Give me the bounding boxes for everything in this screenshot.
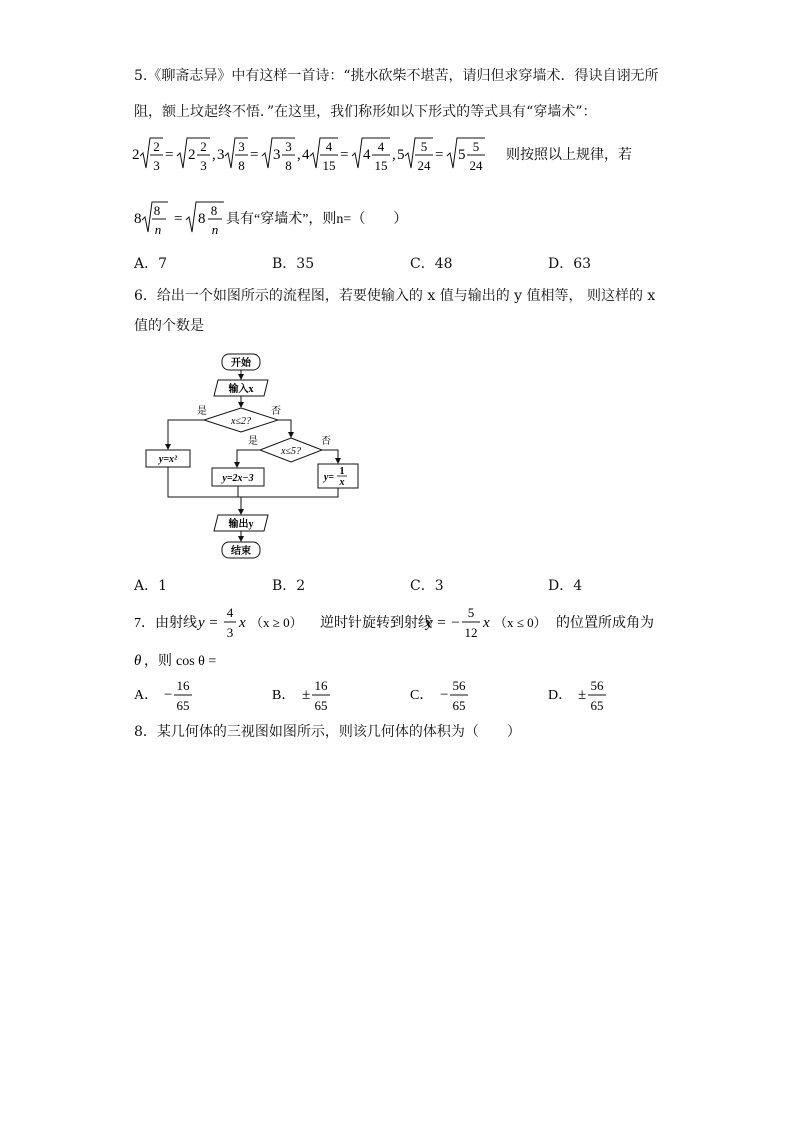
- formula-coef-inner: 2: [188, 147, 196, 163]
- q7-option-den: 65: [452, 698, 466, 713]
- q5-last-coef-2: 8: [198, 211, 206, 227]
- formula-num: 4: [325, 139, 333, 154]
- q5-last-num-1: 8: [153, 203, 161, 218]
- q7-mid: 逆时针旋转到射线: [320, 616, 432, 631]
- q7-ray2-x: x: [483, 615, 490, 631]
- formula-equals: =: [340, 147, 349, 163]
- q6-option-b: B．2: [272, 578, 306, 594]
- formula-num: 3: [238, 139, 245, 154]
- formula-num-inner: 5: [472, 139, 480, 154]
- q6-line2: 值的个数是: [134, 318, 204, 334]
- q6-option-a: A．1: [134, 578, 168, 594]
- q5-line1: 5.《聊斋志异》中有这样一首诗：“挑水砍柴不堪苦，请归但求穿墙术．得诀自诩无所: [134, 68, 659, 84]
- q5-formula: [128, 130, 638, 178]
- q7-option-label: B．: [272, 688, 296, 703]
- q7-option-sign: ±: [578, 687, 587, 703]
- q5-condition: [128, 194, 408, 242]
- q8-text: 8．某几何体的三视图如图所示，则该几何体的体积为（ ）: [134, 724, 521, 740]
- formula-num-inner: 4: [377, 139, 385, 154]
- q7-prefix: 7．由射线: [134, 616, 197, 631]
- formula-den-inner: 3: [200, 158, 207, 173]
- q7-options: [130, 674, 630, 718]
- formula-comma: ,: [212, 147, 216, 163]
- formula-num: 2: [153, 139, 160, 154]
- formula-num-inner: 3: [285, 139, 292, 154]
- q7-ray1-x: x: [239, 615, 246, 631]
- q6-option-d: D．4: [548, 578, 583, 594]
- q7-option-sign: −: [164, 687, 173, 703]
- q7-option-sign: −: [440, 687, 449, 703]
- formula-num-inner: 2: [200, 139, 207, 154]
- formula-coef: 3: [217, 147, 225, 163]
- q7-ray1-num: 4: [226, 605, 234, 620]
- q5-last-den-1: n: [154, 222, 162, 237]
- formula-coef-inner: 5: [458, 147, 466, 163]
- flow-output-label: 输出y: [228, 519, 254, 530]
- q7-option-num: 56: [452, 678, 466, 693]
- q7-option-num: 56: [590, 678, 604, 693]
- formula-den-inner: 24: [469, 158, 483, 173]
- flow-box3-left: y=: [323, 472, 334, 483]
- formula-den: 8: [238, 158, 245, 173]
- q7-option-den: 65: [590, 698, 604, 713]
- q7-ray1-den: 3: [226, 625, 234, 640]
- q5-line2: 阻，额上坟起终不悟．”在这里，我们称形如以下形式的等式具有“穿墙术”：: [134, 104, 597, 120]
- q7-line1: [130, 600, 670, 644]
- q6-option-c: C．3: [410, 578, 444, 594]
- formula-coef-inner: 3: [273, 147, 281, 163]
- q5-line4-tail: 具有“穿墙术”，则n=（ ）: [226, 212, 408, 227]
- formula-coef: 4: [302, 147, 310, 163]
- flow-cond1-label: x≤2?: [231, 416, 251, 427]
- q5-option-a: A．7: [134, 256, 168, 272]
- q5-last-num-2: 8: [210, 203, 218, 218]
- q5-last-coef: 8: [134, 211, 142, 227]
- q7-option-den: 65: [314, 698, 328, 713]
- q7-ray1-y: y =: [198, 615, 219, 631]
- formula-coef: 5: [397, 147, 405, 163]
- q5-option-b: B．35: [272, 256, 315, 272]
- q5-option-d: D．63: [548, 256, 592, 272]
- q7-option-num: 16: [314, 678, 328, 693]
- formula-den: 3: [153, 158, 160, 173]
- flow-yes1-label: 是: [197, 406, 207, 417]
- formula-equals: =: [165, 147, 174, 163]
- flow-cond2-label: x≤5?: [281, 446, 301, 457]
- q7-cond2: （x ≤ 0）: [494, 615, 547, 630]
- formula-coef-inner: 4: [363, 147, 371, 163]
- flow-box3-den: x: [339, 477, 345, 488]
- q7-cos: cos θ =: [176, 654, 217, 669]
- formula-num: 5: [420, 139, 428, 154]
- formula-comma: ,: [297, 147, 301, 163]
- q7-line2: [130, 648, 330, 672]
- q7-cond1: （x ≥ 0）: [250, 615, 303, 630]
- q7-option-label: A．: [134, 688, 159, 703]
- q7-option-label: D．: [548, 688, 573, 703]
- svg-text:=: =: [174, 211, 183, 227]
- q7-line2-text: ，则: [144, 654, 172, 669]
- formula-den: 15: [322, 158, 336, 173]
- formula-comma: ,: [392, 147, 396, 163]
- q6-line1: 6．给出一个如图所示的流程图，若要使输入的 x 值与输出的 y 值相等， 则这样的 x: [134, 288, 656, 304]
- flow-no1-label: 否: [271, 406, 281, 417]
- q7-ray2-num: 5: [467, 605, 475, 620]
- flow-end-label: 结束: [231, 546, 251, 557]
- flow-start-label: 开始: [231, 358, 251, 369]
- q7-theta: θ: [134, 653, 142, 669]
- q7-tail: 的位置所成角为: [556, 616, 654, 631]
- formula-equals: =: [250, 147, 259, 163]
- formula-equals: =: [435, 147, 444, 163]
- flow-yes2-label: 是: [248, 436, 258, 447]
- q5-last-den-2: n: [211, 222, 219, 237]
- flow-no2-label: 否: [321, 436, 331, 447]
- flow-box1-label: y=x²: [158, 454, 178, 465]
- formula-den-inner: 15: [374, 158, 388, 173]
- q7-option-label: C．: [410, 688, 434, 703]
- q7-ray2-den: 12: [464, 625, 478, 640]
- formula-den-inner: 8: [285, 158, 292, 173]
- q5-formula-tail: 则按照以上规律，若: [506, 148, 632, 163]
- q7-option-sign: ±: [302, 687, 311, 703]
- flow-box2-label: y=2x−3: [222, 473, 254, 484]
- formula-coef: 2: [132, 147, 140, 163]
- q7-option-den: 65: [176, 698, 190, 713]
- q7-ray2-y: y = −: [426, 615, 461, 631]
- q5-option-c: C．48: [410, 256, 453, 272]
- flow-input-label: 输入x: [228, 384, 254, 395]
- q7-option-num: 16: [176, 678, 190, 693]
- formula-den: 24: [417, 158, 431, 173]
- q6-flowchart: [140, 350, 370, 565]
- flow-box3-num: 1: [339, 466, 345, 477]
